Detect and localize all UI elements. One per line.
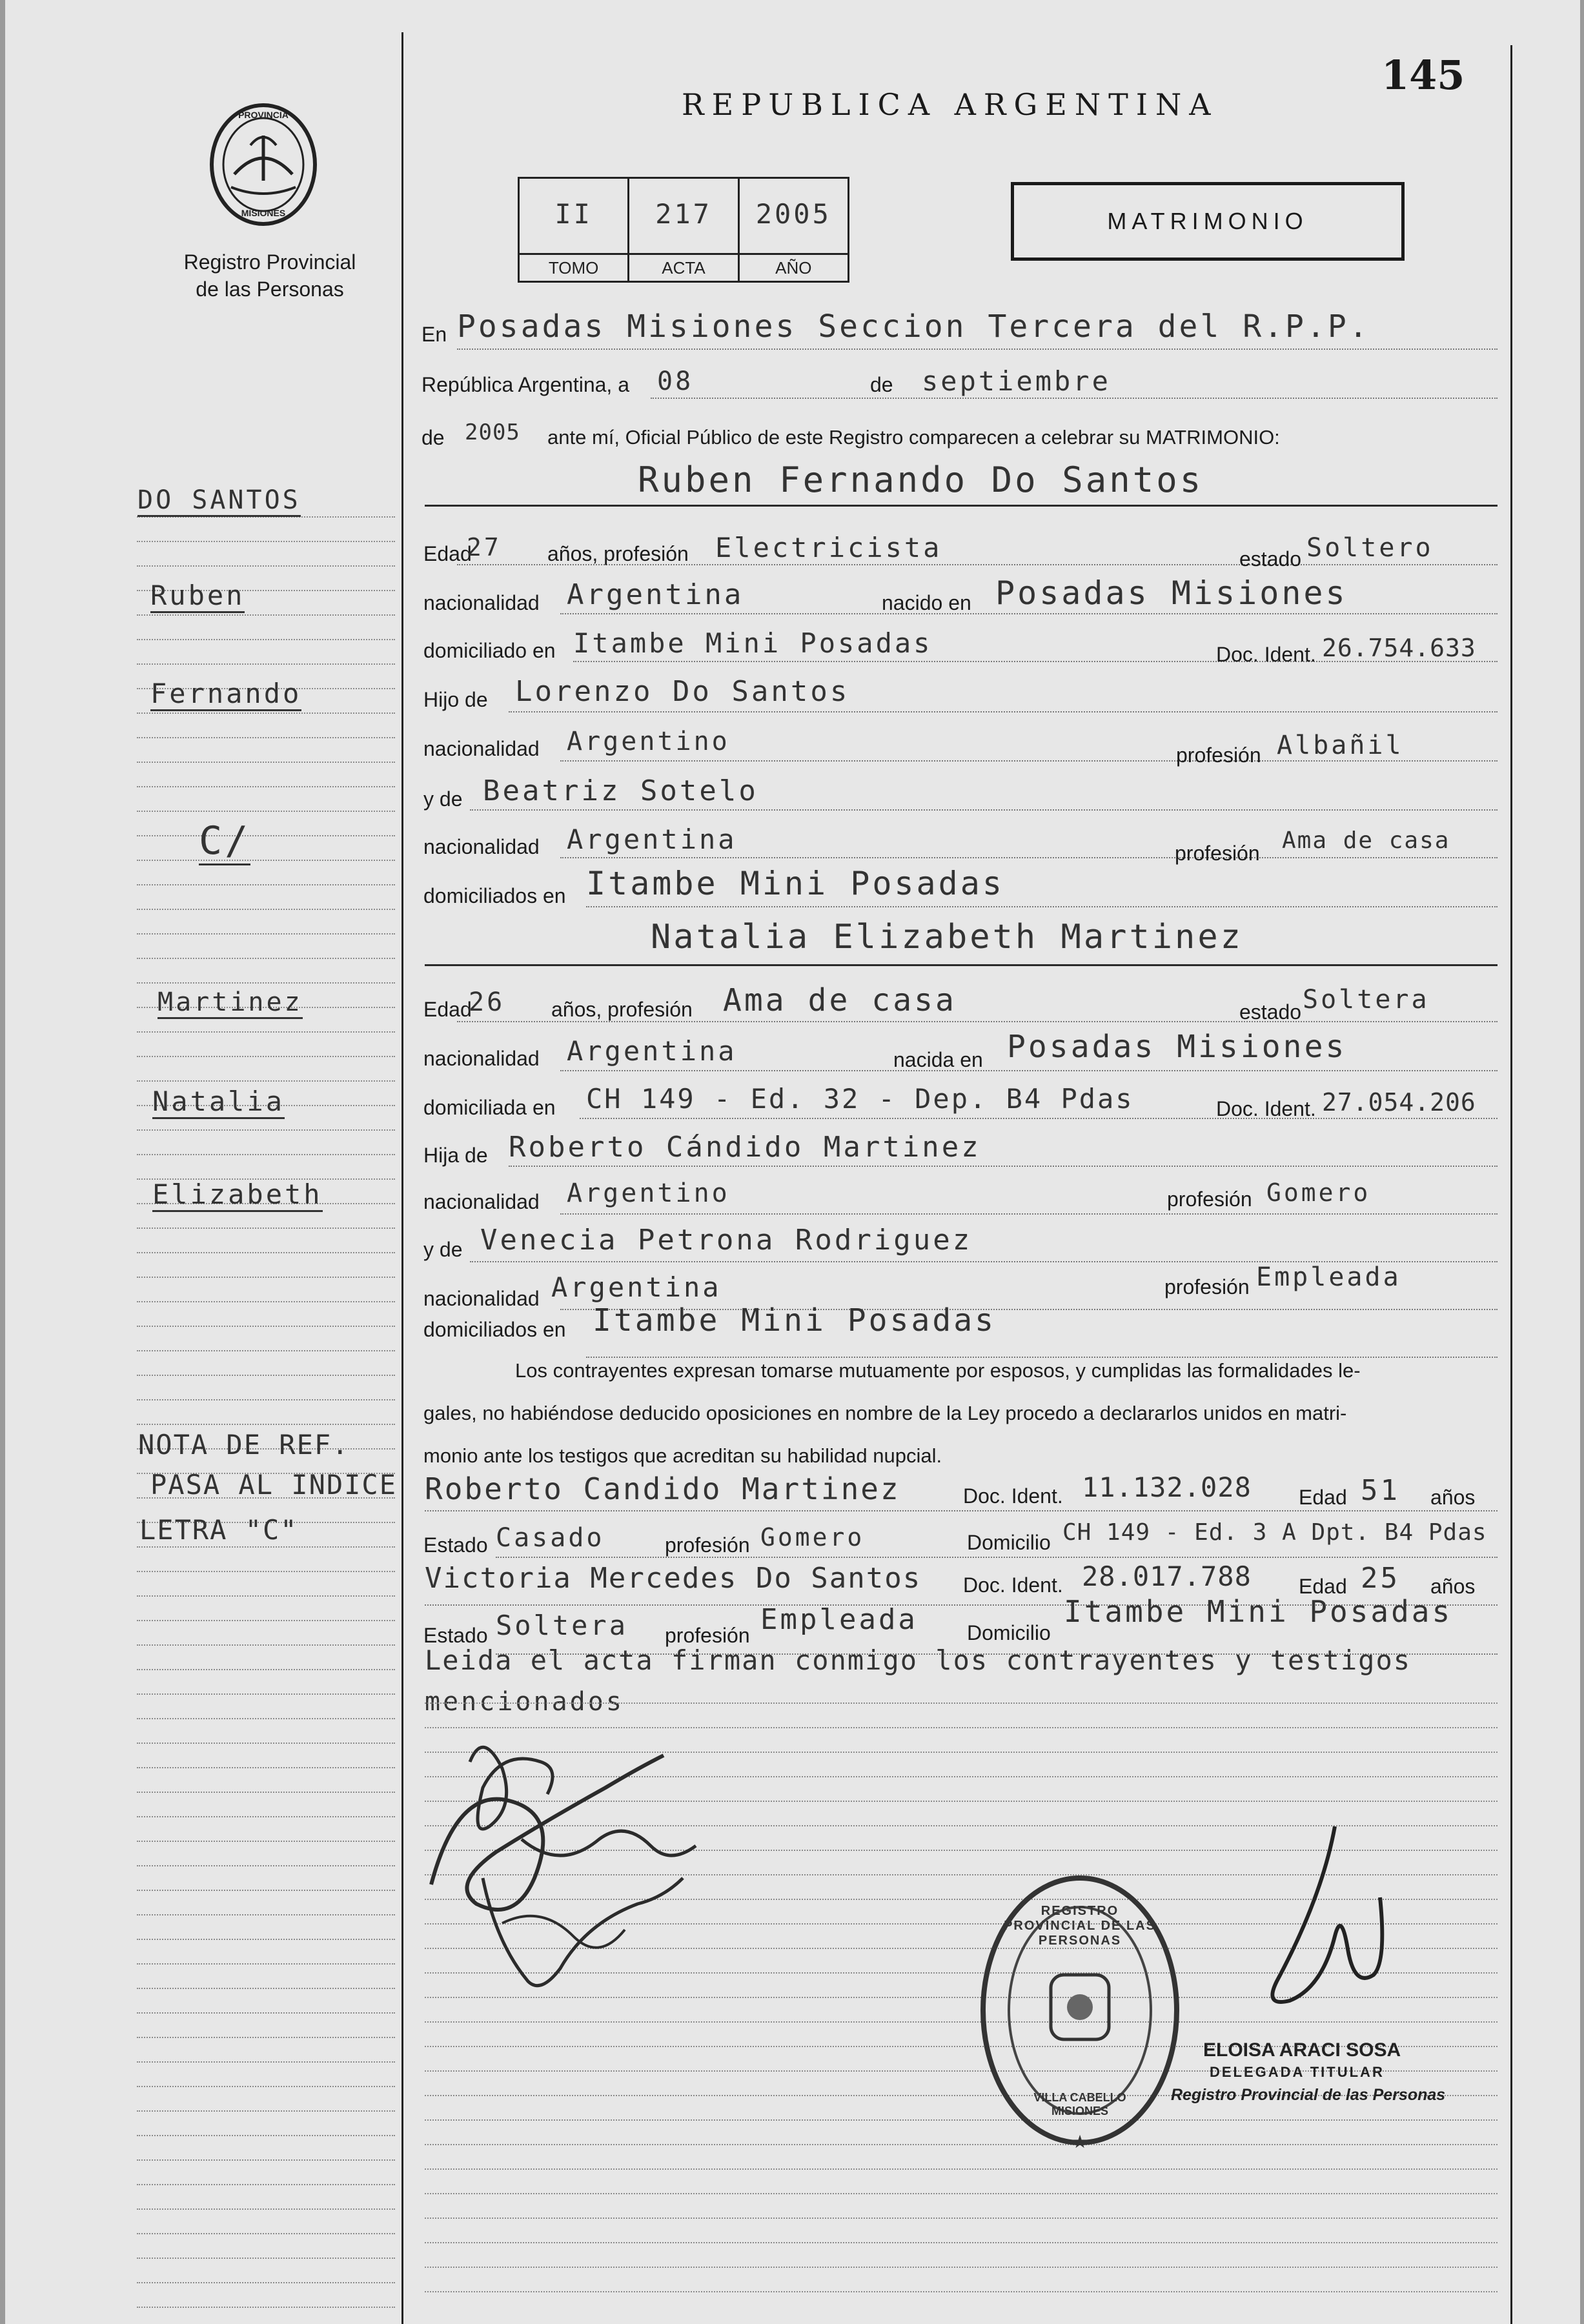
- margin-rule: [137, 1326, 395, 1327]
- groom-padres-dom: Itambe Mini Posadas: [586, 865, 1004, 902]
- country-title: REPUBLICA ARGENTINA: [682, 87, 1219, 122]
- official-title: DELEGADA TITULAR: [1210, 2064, 1385, 2080]
- margin-rule: [137, 1375, 395, 1376]
- intro-line-1: [457, 349, 1498, 350]
- margin-rule: [137, 2208, 395, 2210]
- groom-madre-prof-label: profesión: [1175, 842, 1260, 865]
- bride-name: Natalia Elizabeth Martinez: [651, 918, 1243, 956]
- groom-madre: Beatriz Sotelo: [483, 774, 758, 807]
- margin-rule: [137, 1693, 395, 1695]
- groom-estado-label: estado: [1239, 547, 1302, 571]
- bride-name-line: [425, 964, 1498, 966]
- intro-text: ante mí, Oficial Público de este Registro comparecen a celebrar su MATRIMONIO:: [547, 426, 1280, 449]
- margin-rule: [137, 541, 395, 542]
- en-label: En: [421, 323, 447, 346]
- margin-rule: [137, 737, 395, 738]
- margin-rule: [137, 762, 395, 763]
- stamp-ring-text: REGISTRO PROVINCIAL DE LAS PERSONAS: [1004, 1904, 1156, 1948]
- groom-nacido-label: nacido en: [882, 591, 971, 614]
- republica-label: República Argentina, a: [421, 373, 629, 396]
- margin-rule: [137, 1963, 395, 1965]
- margin-second-name: Fernando: [150, 678, 301, 711]
- witness2-dom-label: Domicilio: [967, 1621, 1051, 1644]
- margin-rule: [137, 2012, 395, 2014]
- groom-row-nac: [560, 613, 1498, 614]
- groom-name-line: [425, 505, 1498, 507]
- margin-note-line-3: LETRA "C": [139, 1514, 298, 1546]
- svg-text:★: ★: [1071, 2132, 1088, 2152]
- groom-row-hijo: [509, 711, 1498, 712]
- emblem-top-text: PROVINCIA: [238, 110, 289, 120]
- witness2-edad: 25: [1361, 1562, 1400, 1595]
- groom-row-madre-nac: [560, 857, 1498, 858]
- closing-line-1: Leida el acta firman conmigo los contrayentes y testigos: [425, 1644, 1412, 1676]
- margin-rule: [137, 1718, 395, 1719]
- margin-rule: [137, 565, 395, 567]
- margin-rule: [137, 1571, 395, 1572]
- witness2-estado-label: Estado: [423, 1624, 488, 1647]
- margin-bride-second: Elizabeth: [152, 1178, 323, 1212]
- bride-nacionalidad: Argentina: [567, 1035, 737, 1067]
- margin-rule: [137, 1816, 395, 1817]
- witness2-domicilio: Itambe Mini Posadas: [1064, 1594, 1453, 1629]
- bride-padre-prof: Gomero: [1266, 1178, 1371, 1207]
- margin-rule: [137, 2233, 395, 2234]
- margin-rule: [137, 1644, 395, 1646]
- margin-rule: [137, 835, 395, 836]
- margin-rule: [137, 2110, 395, 2112]
- bride-padres-dom: Itambe Mini Posadas: [593, 1302, 997, 1339]
- bride-padre-nac: Argentino: [567, 1178, 730, 1208]
- intro-month: septiembre: [922, 365, 1111, 397]
- bride-profesion: Ama de casa: [723, 982, 957, 1018]
- margin-rule: [137, 1841, 395, 1842]
- bride-prof-label: años, profesión: [551, 998, 693, 1021]
- margin-rule: [137, 811, 395, 812]
- margin-rule: [137, 1620, 395, 1621]
- margin-rule: [137, 933, 395, 935]
- margin-rule: [137, 1080, 395, 1082]
- bride-madre-prof: Empleada: [1256, 1262, 1401, 1292]
- groom-padre-prof: Albañil: [1277, 731, 1404, 760]
- year-label: de: [421, 426, 445, 449]
- margin-rule: [137, 1424, 395, 1425]
- margin-rule: [137, 712, 395, 714]
- margin-rule: [137, 2282, 395, 2283]
- witness2-prof-label: profesión: [665, 1624, 750, 1647]
- bride-yde-label: y de: [423, 1238, 463, 1261]
- acta-label: ACTA: [629, 253, 737, 281]
- official-name: ELOISA ARACI SOSA: [1203, 2039, 1401, 2061]
- bride-madre-prof-label: profesión: [1164, 1275, 1250, 1298]
- margin-rule: [137, 1350, 395, 1351]
- margin-rule: [137, 982, 395, 984]
- bride-domicilio: CH 149 - Ed. 32 - Dep. B4 Pdas: [586, 1083, 1134, 1115]
- margin-rule: [137, 663, 395, 665]
- right-border: [1510, 45, 1512, 2324]
- groom-domicilio: Itambe Mini Posadas: [573, 627, 933, 659]
- margin-mark: C/: [199, 818, 250, 865]
- ano-label: AÑO: [740, 253, 848, 281]
- margin-rule: [137, 1546, 395, 1548]
- margin-rule: [137, 2184, 395, 2185]
- bride-row-nac: [560, 1070, 1498, 1071]
- witness1-name: Roberto Candido Martinez: [425, 1471, 900, 1506]
- groom-padre: Lorenzo Do Santos: [515, 675, 850, 708]
- margin-rule: [137, 1767, 395, 1768]
- margin-surname: DO SANTOS: [137, 485, 301, 517]
- margin-note-line-2: PASA AL INDICE: [150, 1469, 398, 1500]
- margin-rule: [137, 1988, 395, 1989]
- groom-nacionalidad: Argentina: [567, 578, 744, 611]
- groom-doc: 26.754.633: [1322, 634, 1476, 662]
- witness1-row-1: [425, 1510, 1498, 1511]
- margin-rule: [137, 1399, 395, 1400]
- witness1-doc-label: Doc. Ident.: [963, 1484, 1063, 1508]
- bride-estado-label: estado: [1239, 1000, 1302, 1024]
- margin-rule: [137, 614, 395, 616]
- witness2-doc: 28.017.788: [1082, 1561, 1252, 1592]
- closing-line-2: mencionados: [425, 1687, 624, 1717]
- act-type-label: MATRIMONIO: [1107, 208, 1308, 234]
- declaration-line-2: gales, no habiéndose deducido oposiciones en nombre de la Ley procedo a declararlos unidos en matri-: [423, 1402, 1347, 1424]
- intro-place: Posadas Misiones Seccion Tercera del R.P.P.: [457, 308, 1370, 345]
- witness1-edad: 51: [1361, 1474, 1400, 1507]
- groom-row-madre: [470, 809, 1498, 811]
- bride-madre-nac: Argentina: [551, 1271, 722, 1303]
- groom-doc-label: Doc. Ident.: [1216, 643, 1316, 666]
- margin-rule: [137, 2037, 395, 2038]
- bride-padre-nac-label: nacionalidad: [423, 1190, 540, 1213]
- bride-doc: 27.054.206: [1322, 1088, 1476, 1117]
- body-rule: [425, 2119, 1498, 2121]
- official-signature-icon: [1238, 1820, 1393, 2046]
- province-emblem: [205, 97, 321, 226]
- acta-value: 217: [655, 198, 712, 230]
- bride-nacida-label: nacida en: [893, 1048, 983, 1071]
- margin-rule: [137, 1914, 395, 1915]
- witness1-estado-label: Estado: [423, 1533, 488, 1557]
- body-rule: [425, 2193, 1498, 2194]
- margin-rule: [137, 786, 395, 787]
- bride-edad: 26: [469, 987, 505, 1017]
- groom-hijo-label: Hijo de: [423, 688, 488, 711]
- emblem-bottom-text: MISIONES: [241, 208, 286, 218]
- body-rule: [425, 2291, 1498, 2292]
- act-type-box: [1011, 182, 1405, 261]
- margin-rule: [137, 1939, 395, 1940]
- bride-madre-nac-label: nacionalidad: [423, 1287, 540, 1310]
- margin-first-name: Ruben: [150, 580, 245, 613]
- bride-hija-label: Hija de: [423, 1144, 488, 1167]
- tomo-label: TOMO: [520, 253, 627, 281]
- intro-day: 08: [657, 367, 694, 396]
- witness1-domicilio: CH 149 - Ed. 3 A Dpt. B4 Pdas: [1062, 1519, 1487, 1546]
- body-rule: [425, 2218, 1498, 2219]
- margin-rule: [137, 1595, 395, 1597]
- margin-rule: [137, 860, 395, 861]
- body-rule: [425, 1703, 1498, 1704]
- margin-rule: [137, 1031, 395, 1033]
- margin-bride-first: Natalia: [152, 1086, 285, 1119]
- margin-rule: [137, 1056, 395, 1057]
- bride-row-padres-dom: [586, 1357, 1498, 1358]
- body-rule: [425, 2144, 1498, 2145]
- margin-rule: [137, 1669, 395, 1670]
- declaration-line-3: monio ante los testigos que acreditan su habilidad nupcial.: [423, 1444, 942, 1467]
- margin-rule: [137, 1743, 395, 1744]
- witness1-prof-label: profesión: [665, 1533, 750, 1557]
- de-label: de: [870, 373, 893, 396]
- bride-estado: Soltera: [1303, 985, 1430, 1015]
- witness1-anos-label: años: [1430, 1486, 1476, 1509]
- page-number: 145: [1381, 52, 1465, 99]
- bride-edad-label: Edad: [423, 998, 472, 1021]
- groom-dom-label: domiciliado en: [423, 639, 556, 662]
- margin-note-line-1: NOTA DE REF.: [138, 1429, 350, 1460]
- groom-madre-nac-label: nacionalidad: [423, 835, 540, 858]
- margin-rule: [137, 1252, 395, 1253]
- margin-rule: [137, 2258, 395, 2259]
- groom-name: Ruben Fernando Do Santos: [638, 460, 1204, 500]
- bride-row-dom: [580, 1118, 1498, 1119]
- groom-padre-prof-label: profesión: [1176, 743, 1261, 767]
- groom-madre-prof: Ama de casa: [1282, 827, 1450, 854]
- margin-rule: [137, 2135, 395, 2136]
- tomo-value: II: [554, 198, 593, 230]
- document-page: [5, 0, 1580, 2324]
- groom-madre-nac: Argentina: [567, 824, 737, 855]
- witness2-anos-label: años: [1430, 1575, 1476, 1598]
- margin-rule: [137, 2307, 395, 2308]
- registry-name: Registro Provincial de las Personas: [183, 250, 356, 301]
- body-rule: [425, 2267, 1498, 2268]
- groom-padre-nac: Argentino: [567, 727, 730, 756]
- groom-nac-label: nacionalidad: [423, 591, 540, 614]
- margin-rule: [137, 1792, 395, 1793]
- groom-padre-nac-label: nacionalidad: [423, 737, 540, 760]
- margin-rule: [137, 639, 395, 640]
- ano-value: 2005: [755, 198, 831, 230]
- official-org: Registro Provincial de las Personas: [1171, 2086, 1446, 2104]
- groom-prof-label: años, profesión: [547, 542, 689, 565]
- groom-edad-label: Edad: [423, 542, 472, 565]
- margin-rule: [137, 2061, 395, 2063]
- bride-row-hija: [509, 1166, 1498, 1167]
- margin-rule: [137, 2159, 395, 2161]
- margin-rule: [137, 909, 395, 910]
- witness2-name: Victoria Mercedes Do Santos: [425, 1562, 922, 1595]
- declaration-line-1: Los contrayentes expresan tomarse mutuamente por esposos, y cumplidas las formalidades le-: [515, 1359, 1361, 1382]
- bride-row-padre-nac: [560, 1213, 1498, 1215]
- stamp-bottom-text: VILLA CABELLO MISIONES: [1033, 2091, 1126, 2117]
- witness2-profesion: Empleada: [760, 1603, 918, 1636]
- bride-padre: Roberto Cándido Martinez: [509, 1131, 981, 1164]
- record-number-box: [518, 177, 849, 283]
- bride-padre-prof-label: profesión: [1167, 1187, 1252, 1211]
- bride-nac-label: nacionalidad: [423, 1047, 540, 1070]
- witness1-edad-label: Edad: [1299, 1486, 1347, 1509]
- margin-rule: [137, 1277, 395, 1278]
- groom-row-padres-dom: [586, 906, 1498, 907]
- margin-rule: [137, 2086, 395, 2087]
- margin-bride-surname: Martinez: [157, 987, 303, 1019]
- groom-estado: Soltero: [1306, 533, 1434, 563]
- bride-doms-label: domiciliados en: [423, 1318, 566, 1341]
- witness1-dom-label: Domicilio: [967, 1531, 1051, 1554]
- groom-edad: 27: [467, 533, 502, 561]
- margin-rule: [137, 884, 395, 885]
- bride-nacida: Posadas Misiones: [1007, 1029, 1347, 1065]
- body-rule: [425, 2242, 1498, 2243]
- groom-yde-label: y de: [423, 787, 463, 811]
- bride-madre: Venecia Petrona Rodriguez: [480, 1224, 973, 1257]
- body-rule: [425, 2168, 1498, 2170]
- margin-rule: [137, 1890, 395, 1891]
- groom-doms-label: domiciliados en: [423, 884, 566, 907]
- intro-line-2: [651, 398, 1498, 399]
- margin-rule: [137, 1154, 395, 1155]
- witness2-edad-label: Edad: [1299, 1575, 1347, 1598]
- intro-year: 2005: [465, 419, 520, 445]
- groom-nacido: Posadas Misiones: [995, 574, 1348, 612]
- witness1-estado: Casado: [496, 1523, 605, 1553]
- witness1-doc: 11.132.028: [1082, 1471, 1252, 1503]
- margin-rule: [137, 1865, 395, 1866]
- groom-profesion: Electricista: [715, 532, 942, 563]
- witness2-estado: Soltera: [496, 1610, 629, 1641]
- margin-rule: [137, 958, 395, 959]
- bride-doc-label: Doc. Ident.: [1216, 1097, 1316, 1120]
- witness1-profesion: Gomero: [760, 1523, 865, 1551]
- groom-row-padre-nac: [560, 760, 1498, 762]
- margin-rule: [137, 1129, 395, 1131]
- margin-rule: [137, 1228, 395, 1229]
- witness2-doc-label: Doc. Ident.: [963, 1573, 1063, 1597]
- bride-dom-label: domiciliada en: [423, 1096, 556, 1119]
- signatures-icon: [392, 1710, 780, 2007]
- margin-rule: [137, 1301, 395, 1302]
- witness1-row-2: [496, 1557, 1498, 1558]
